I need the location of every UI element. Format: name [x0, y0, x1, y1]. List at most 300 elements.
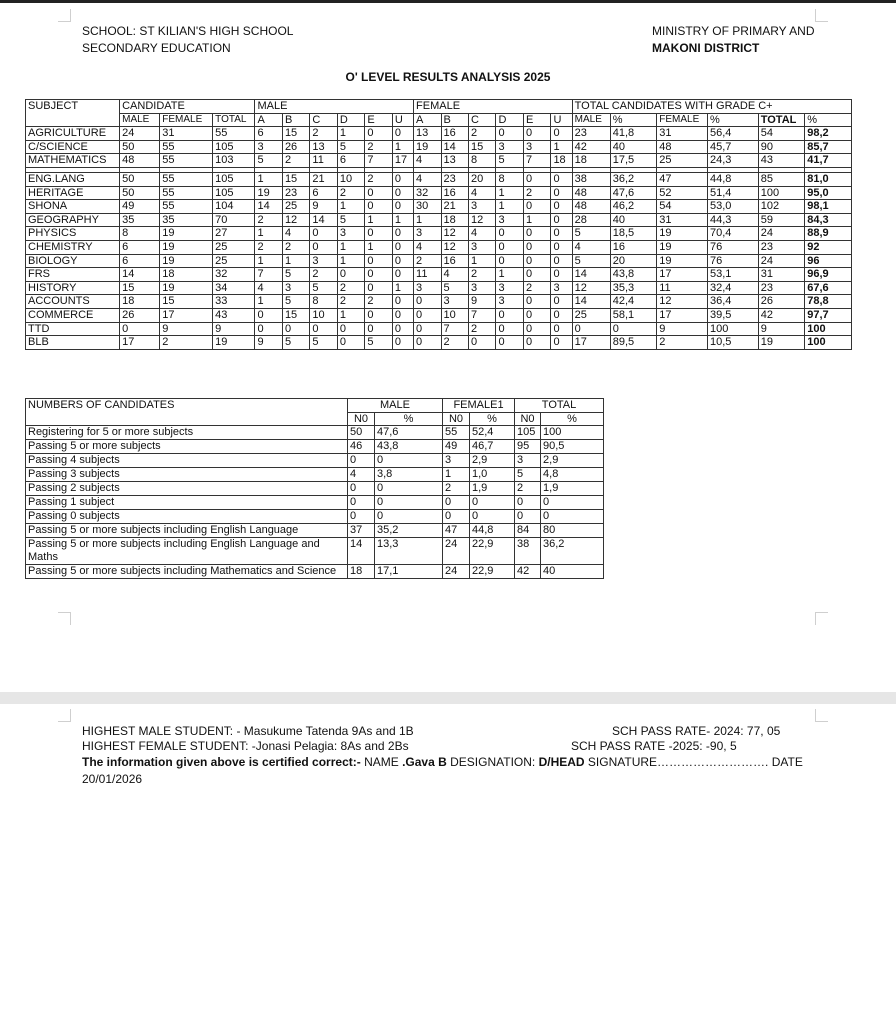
results-cell: 0 [523, 254, 550, 268]
results-column-header: FEMALE [160, 113, 213, 127]
results-cell: 0 [496, 254, 523, 268]
candidates-cell: 22,9 [470, 565, 515, 579]
candidate-category: Passing 4 subjects [26, 454, 348, 468]
page-corner-mark [815, 709, 828, 722]
results-cell: 50 [120, 172, 160, 186]
results-table [25, 99, 852, 350]
results-cell: 0 [365, 227, 392, 241]
results-cell: 51,4 [707, 186, 758, 200]
results-cell: 9 [213, 322, 255, 336]
results-cell: 15 [468, 140, 495, 154]
candidates-cell: 37 [348, 524, 375, 538]
candidates-cell: 38 [515, 538, 541, 565]
results-cell: 2 [337, 281, 364, 295]
results-cell: 9 [255, 336, 282, 350]
table-row [26, 538, 604, 565]
table-row [26, 227, 852, 241]
results-cell: 47,6 [610, 186, 657, 200]
results-cell: 3 [496, 140, 523, 154]
results-cell: 7 [523, 154, 550, 168]
table-row [26, 440, 604, 454]
results-cell: 21 [310, 172, 337, 186]
candidates-cell: 1,0 [470, 468, 515, 482]
results-cell: 8 [496, 172, 523, 186]
results-cell: 19 [213, 336, 255, 350]
results-cell: 0 [468, 336, 495, 350]
table-row [26, 496, 604, 510]
highest-female-student: HIGHEST FEMALE STUDENT: -Jonasi Pelagia: 8As and 2Bs [82, 739, 409, 753]
results-column-header: C [310, 113, 337, 127]
results-cell: 13 [414, 127, 441, 141]
results-column-header: E [365, 113, 392, 127]
subject-name: C/SCIENCE [26, 140, 120, 154]
subject-name: CHEMISTRY [26, 240, 120, 254]
results-cell: 41,7 [805, 154, 852, 168]
results-cell: 12 [572, 281, 610, 295]
candidates-cell: 36,2 [541, 538, 604, 565]
results-cell: 27 [213, 227, 255, 241]
results-cell: 2 [657, 336, 708, 350]
results-cell: 19 [160, 240, 213, 254]
candidates-cell: 17,1 [375, 565, 443, 579]
results-cell: 90 [758, 140, 805, 154]
results-cell: 55 [160, 200, 213, 214]
results-cell: 55 [160, 172, 213, 186]
results-cell: 0 [392, 295, 413, 309]
results-cell: 12 [282, 213, 309, 227]
results-column-header: % [805, 113, 852, 127]
candidates-cell: 2 [443, 482, 470, 496]
results-cell: 48 [572, 186, 610, 200]
candidates-cell: 2,9 [470, 454, 515, 468]
results-cell: 11 [657, 281, 708, 295]
results-cell: 31 [160, 127, 213, 141]
results-cell: 18 [551, 154, 572, 168]
results-cell: 17 [120, 336, 160, 350]
results-cell: 18 [441, 213, 468, 227]
results-cell: 14 [441, 140, 468, 154]
results-cell: 6 [255, 127, 282, 141]
results-cell: 0 [523, 268, 550, 282]
results-cell: 12 [657, 295, 708, 309]
results-cell: 16 [441, 127, 468, 141]
results-cell: 1 [255, 254, 282, 268]
results-cell: 44,8 [707, 172, 758, 186]
results-cell: 3 [496, 281, 523, 295]
numbers-of-candidates-header: NUMBERS OF CANDIDATES [26, 399, 348, 426]
candidates-cell: 0 [375, 496, 443, 510]
candidates-header-row [26, 399, 604, 413]
results-cell: 1 [496, 186, 523, 200]
results-cell: 0 [523, 308, 550, 322]
results-cell: 9 [160, 322, 213, 336]
results-cell: 28 [572, 213, 610, 227]
results-cell: 1 [392, 140, 413, 154]
candidates-cell: 1,9 [541, 482, 604, 496]
results-cell: 1 [337, 308, 364, 322]
results-cell: 2 [337, 295, 364, 309]
results-cell: 3 [310, 254, 337, 268]
results-cell: 0 [120, 322, 160, 336]
results-cell: 55 [213, 127, 255, 141]
candidate-category: Passing 5 or more subjects including English Language [26, 524, 348, 538]
results-cell: 0 [310, 322, 337, 336]
results-cell: 92 [805, 240, 852, 254]
results-cell: 1 [523, 213, 550, 227]
results-cell: 4 [572, 240, 610, 254]
subject-name: BIOLOGY [26, 254, 120, 268]
results-cell: 14 [255, 200, 282, 214]
results-cell: 6 [310, 186, 337, 200]
total-header: TOTAL [515, 399, 604, 413]
results-cell: 3 [468, 281, 495, 295]
candidates-cell: 22,9 [470, 538, 515, 565]
results-cell: 15 [160, 295, 213, 309]
candidates-cell: 46 [348, 440, 375, 454]
results-cell: 45,7 [707, 140, 758, 154]
results-cell: 0 [551, 213, 572, 227]
results-cell: 84,3 [805, 213, 852, 227]
table-row [26, 322, 852, 336]
subject-name: ACCOUNTS [26, 295, 120, 309]
results-column-header: D [337, 113, 364, 127]
subject-name: TTD [26, 322, 120, 336]
results-cell: 25 [282, 200, 309, 214]
results-cell: 0 [496, 227, 523, 241]
results-cell: 17 [160, 308, 213, 322]
results-cell: 43,8 [610, 268, 657, 282]
grade-c-plus-header: TOTAL CANDIDATES WITH GRADE C+ [572, 100, 851, 114]
results-cell: 17 [657, 308, 708, 322]
results-cell: 55 [160, 186, 213, 200]
results-cell: 0 [392, 254, 413, 268]
results-cell: 5 [282, 268, 309, 282]
subject-header: SUBJECT [26, 100, 120, 127]
results-cell: 3 [468, 240, 495, 254]
results-cell: 4 [282, 227, 309, 241]
table-row [26, 336, 852, 350]
results-cell: 0 [572, 322, 610, 336]
results-cell: 42,4 [610, 295, 657, 309]
candidates-cell: 5 [515, 468, 541, 482]
results-cell: 0 [551, 240, 572, 254]
results-cell: 34 [213, 281, 255, 295]
results-cell: 1 [414, 213, 441, 227]
results-cell: 0 [551, 295, 572, 309]
candidates-cell: 0 [348, 454, 375, 468]
results-cell: 50 [120, 186, 160, 200]
candidates-cell: 0 [375, 482, 443, 496]
candidates-cell: 18 [348, 565, 375, 579]
results-column-header: A [255, 113, 282, 127]
results-column-header: % [610, 113, 657, 127]
results-cell: 41,8 [610, 127, 657, 141]
results-column-header: FEMALE [657, 113, 708, 127]
ministry-header [652, 23, 814, 57]
results-cell: 1 [337, 127, 364, 141]
results-cell: 0 [523, 322, 550, 336]
candidates-cell: 0 [443, 510, 470, 524]
table-row [26, 154, 852, 168]
results-cell: 104 [213, 200, 255, 214]
results-cell: 1 [392, 213, 413, 227]
results-cell: 23 [282, 186, 309, 200]
designation-label: DESIGNATION: [446, 755, 539, 769]
results-cell: 2 [282, 240, 309, 254]
table-row [26, 482, 604, 496]
page-corner-mark [815, 9, 828, 22]
results-cell: 0 [551, 336, 572, 350]
results-sub-header-row [26, 113, 852, 127]
results-cell: 12 [441, 240, 468, 254]
results-cell: 0 [255, 308, 282, 322]
certification-line [82, 755, 803, 770]
results-cell: 25 [213, 254, 255, 268]
results-cell: 18 [572, 154, 610, 168]
results-cell: 67,6 [805, 281, 852, 295]
candidates-cell: 0 [348, 482, 375, 496]
candidates-cell: 52,4 [470, 426, 515, 440]
table-row [26, 454, 604, 468]
results-cell: 5 [282, 336, 309, 350]
results-cell: 55 [160, 154, 213, 168]
male-grades-header: MALE [255, 100, 414, 114]
results-cell: 76 [707, 254, 758, 268]
subject-name: HERITAGE [26, 186, 120, 200]
results-cell: 24 [758, 227, 805, 241]
results-cell: 0 [551, 200, 572, 214]
results-cell: 0 [551, 268, 572, 282]
subject-name: FRS [26, 268, 120, 282]
table-row [26, 254, 852, 268]
results-cell: 6 [120, 254, 160, 268]
results-cell: 95,0 [805, 186, 852, 200]
results-cell: 103 [213, 154, 255, 168]
candidates-cell: 0 [515, 510, 541, 524]
candidates-cell: 0 [515, 496, 541, 510]
results-cell: 25 [657, 154, 708, 168]
results-column-header: B [282, 113, 309, 127]
candidates-cell: 1,9 [470, 482, 515, 496]
results-cell: 4 [414, 172, 441, 186]
candidates-cell: 0 [348, 510, 375, 524]
table-row [26, 200, 852, 214]
candidate-category: Passing 0 subjects [26, 510, 348, 524]
candidates-cell: 55 [443, 426, 470, 440]
results-cell: 4 [414, 154, 441, 168]
results-cell: 43 [213, 308, 255, 322]
candidates-cell: 105 [515, 426, 541, 440]
results-cell: 35 [120, 213, 160, 227]
results-cell: 0 [365, 186, 392, 200]
table-row [26, 127, 852, 141]
results-cell: 100 [805, 322, 852, 336]
results-cell: 19 [657, 240, 708, 254]
results-cell: 19 [657, 227, 708, 241]
results-cell: 3 [255, 140, 282, 154]
candidates-column-header: % [470, 412, 515, 426]
results-cell: 85,7 [805, 140, 852, 154]
results-cell: 38 [572, 172, 610, 186]
results-cell: 4 [468, 227, 495, 241]
school-header [82, 23, 293, 57]
results-cell: 12 [468, 213, 495, 227]
results-cell: 2 [337, 186, 364, 200]
district-name: MAKONI DISTRICT [652, 41, 760, 55]
candidates-cell: 35,2 [375, 524, 443, 538]
table-row [26, 426, 604, 440]
results-cell: 1 [337, 254, 364, 268]
results-cell: 36,4 [707, 295, 758, 309]
results-cell: 13 [441, 154, 468, 168]
candidates-cell: 46,7 [470, 440, 515, 454]
results-cell: 98,2 [805, 127, 852, 141]
results-column-header: TOTAL [213, 113, 255, 127]
results-cell: 47 [657, 172, 708, 186]
candidates-cell: 84 [515, 524, 541, 538]
candidates-cell: 43,8 [375, 440, 443, 454]
results-cell: 24 [120, 127, 160, 141]
results-cell: 14 [310, 213, 337, 227]
results-cell: 0 [392, 268, 413, 282]
results-cell: 0 [523, 240, 550, 254]
candidates-cell: 24 [443, 565, 470, 579]
results-cell: 2 [523, 281, 550, 295]
results-cell: 0 [337, 268, 364, 282]
results-cell: 4 [255, 281, 282, 295]
name-value: .Gava B [402, 755, 447, 769]
results-cell: 32 [213, 268, 255, 282]
subject-name: MATHEMATICS [26, 154, 120, 168]
results-cell: 0 [282, 322, 309, 336]
results-cell: 23 [572, 127, 610, 141]
results-cell: 17 [657, 268, 708, 282]
results-cell: 97,7 [805, 308, 852, 322]
candidates-cell: 3 [515, 454, 541, 468]
results-cell: 1 [365, 240, 392, 254]
results-cell: 3 [496, 213, 523, 227]
results-cell: 0 [523, 295, 550, 309]
results-cell: 15 [282, 308, 309, 322]
results-cell: 1 [337, 240, 364, 254]
results-cell: 0 [523, 227, 550, 241]
candidates-cell: 4 [348, 468, 375, 482]
candidates-cell: 0 [541, 510, 604, 524]
results-cell: 1 [337, 200, 364, 214]
candidates-cell: 0 [541, 496, 604, 510]
results-cell: 89,5 [610, 336, 657, 350]
results-cell: 1 [255, 295, 282, 309]
candidates-cell: 42 [515, 565, 541, 579]
results-cell: 100 [707, 322, 758, 336]
certified-label: The information given above is certified correct:- [82, 755, 361, 769]
table-row [26, 268, 852, 282]
results-cell: 0 [414, 336, 441, 350]
results-cell: 36,2 [610, 172, 657, 186]
date-label: DATE [768, 755, 803, 769]
results-cell: 24 [758, 254, 805, 268]
results-cell: 42 [572, 140, 610, 154]
subject-name: GEOGRAPHY [26, 213, 120, 227]
candidate-category: Passing 1 subject [26, 496, 348, 510]
results-cell: 6 [120, 240, 160, 254]
candidates-cell: 0 [470, 510, 515, 524]
results-cell: 1 [365, 213, 392, 227]
results-column-header: U [392, 113, 413, 127]
results-cell: 44,3 [707, 213, 758, 227]
results-cell: 5 [496, 154, 523, 168]
male-header: MALE [348, 399, 443, 413]
results-cell: 0 [392, 127, 413, 141]
results-cell: 0 [551, 308, 572, 322]
candidates-cell: 0 [348, 496, 375, 510]
subject-name: AGRICULTURE [26, 127, 120, 141]
results-cell: 7 [441, 322, 468, 336]
results-cell: 0 [414, 295, 441, 309]
candidates-cell: 0 [375, 454, 443, 468]
results-cell: 24,3 [707, 154, 758, 168]
results-cell: 5 [255, 154, 282, 168]
results-cell: 9 [657, 322, 708, 336]
results-cell: 96,9 [805, 268, 852, 282]
results-cell: 54 [758, 127, 805, 141]
results-cell: 0 [551, 227, 572, 241]
results-cell: 81,0 [805, 172, 852, 186]
results-cell: 54 [657, 200, 708, 214]
candidates-cell: 14 [348, 538, 375, 565]
candidates-cell: 4,8 [541, 468, 604, 482]
results-cell: 18 [120, 295, 160, 309]
candidate-category: Passing 3 subjects [26, 468, 348, 482]
results-cell: 11 [414, 268, 441, 282]
results-cell: 8 [468, 154, 495, 168]
results-cell: 0 [610, 322, 657, 336]
candidates-cell: 24 [443, 538, 470, 565]
results-cell: 0 [551, 254, 572, 268]
results-cell: 0 [365, 127, 392, 141]
candidate-header: CANDIDATE [120, 100, 255, 114]
results-cell: 2 [468, 268, 495, 282]
document-title: O' LEVEL RESULTS ANALYSIS 2025 [345, 70, 551, 84]
candidates-cell: 95 [515, 440, 541, 454]
results-cell: 88,9 [805, 227, 852, 241]
results-cell: 1 [468, 254, 495, 268]
candidates-cell: 47 [443, 524, 470, 538]
candidate-category: Passing 5 or more subjects including English Language and Maths [26, 538, 348, 565]
results-cell: 17 [572, 336, 610, 350]
results-cell: 14 [572, 268, 610, 282]
name-label: NAME [360, 755, 403, 769]
results-cell: 0 [255, 322, 282, 336]
candidates-cell: 0 [443, 496, 470, 510]
results-cell: 21 [441, 200, 468, 214]
results-cell: 0 [496, 127, 523, 141]
results-cell: 4 [441, 268, 468, 282]
female-grades-header: FEMALE [414, 100, 573, 114]
results-cell: 2 [255, 240, 282, 254]
results-cell: 1 [392, 281, 413, 295]
designation-value: D/HEAD [538, 755, 585, 769]
results-cell: 0 [496, 240, 523, 254]
female-header: FEMALE1 [443, 399, 515, 413]
candidates-cell: 44,8 [470, 524, 515, 538]
candidates-cell: 3 [443, 454, 470, 468]
results-cell: 26 [282, 140, 309, 154]
results-cell: 3 [414, 227, 441, 241]
results-cell: 102 [758, 200, 805, 214]
results-cell: 1 [255, 227, 282, 241]
results-cell: 5 [282, 295, 309, 309]
